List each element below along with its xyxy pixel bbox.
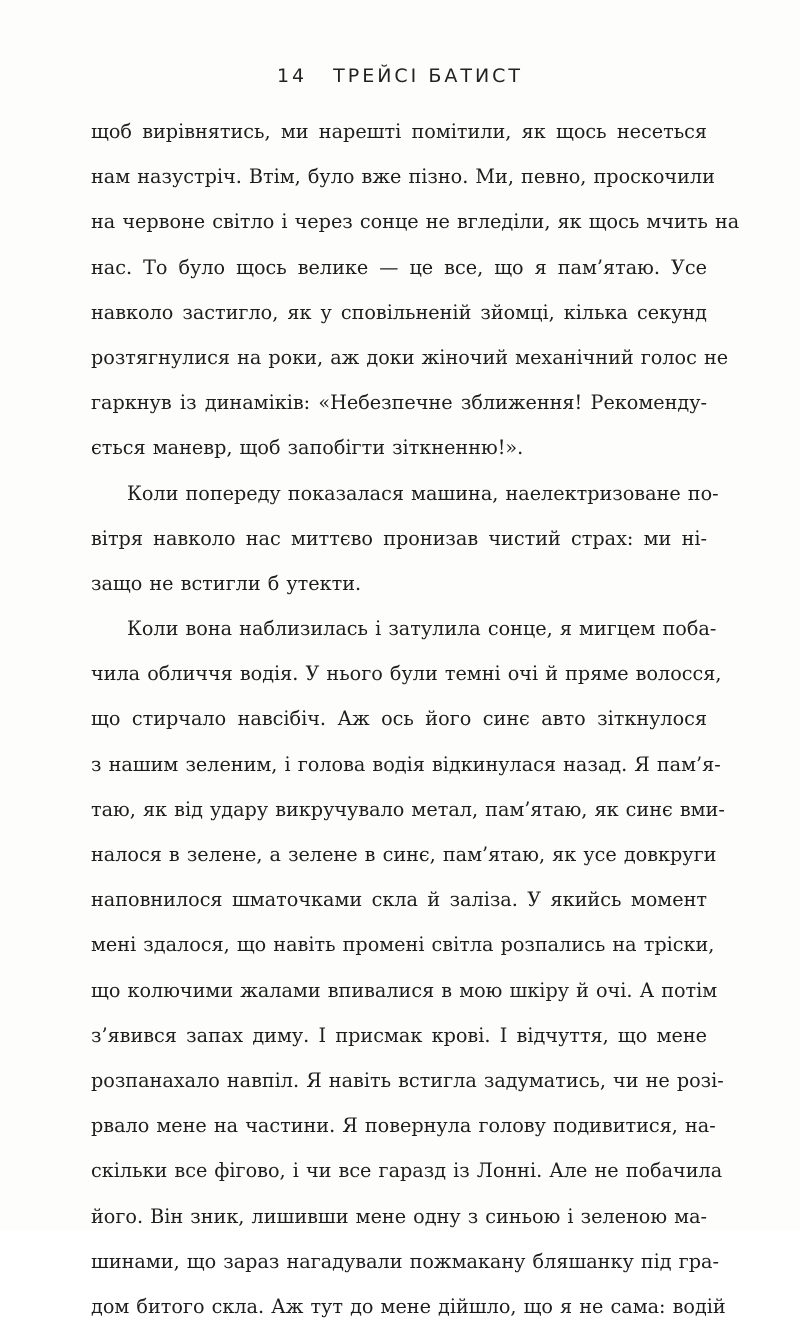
- text-line: мені здалося, що навіть промені світла розпались на тріски,: [91, 933, 715, 957]
- paragraph-1: [91, 109, 740, 471]
- text-line: нам назустріч. Втім, було вже пізно. Ми, певно, проскочили: [91, 165, 715, 189]
- text-line: щоб вирівнятись, ми нарешті помітили, як щось несеться: [91, 120, 707, 143]
- text-line: налося в зелене, а зелене в синє, пам’ятаю, як усе довкруги: [91, 843, 717, 866]
- text-line: дом битого скла. Аж тут до мене дійшло, що я не сама: водій: [91, 1294, 726, 1318]
- text-line: з’явився запах диму. І присмак крові. І відчуття, що мене: [91, 1023, 707, 1047]
- paragraph-3: [91, 606, 726, 1329]
- text-line: рвало мене на частини. Я повернула голову подивитися, на-: [91, 1114, 716, 1138]
- text-line: нас. То було щось велике — це все, що я пам’ятаю. Усе: [91, 255, 707, 279]
- running-header: [0, 60, 800, 92]
- text-line: защо не встигли б утекти.: [91, 571, 362, 595]
- text-line: ється маневр, щоб запобігти зіткненню!».: [91, 436, 524, 460]
- body-text: [91, 109, 740, 1329]
- text-line: чила обличчя водія. У нього були темні очі й пряме волосся,: [91, 662, 722, 686]
- text-line: розпанахало навпіл. Я навіть встигла задуматись, чи не розі-: [91, 1068, 724, 1092]
- text-line: розтягнулися на роки, аж доки жіночий механічний голос не: [91, 345, 729, 369]
- text-line: шинами, що зараз нагадували пожмакану бляшанку під гра-: [91, 1249, 719, 1273]
- text-line: таю, як від удару викручувало метал, пам’ятаю, як синє вми-: [91, 797, 725, 821]
- text-line: Коли попереду показалася машина, наелектризоване по-: [127, 481, 719, 505]
- author-name: ТРЕЙСІ БАТИСТ: [333, 65, 524, 87]
- text-line: що колючими жалами впивалися в мою шкіру й очі. А потім: [91, 978, 718, 1002]
- text-line: що стирчало навсібіч. Аж ось його синє авто зіткнулося: [91, 707, 707, 731]
- text-line: з нашим зеленим, і голова водія відкинулася назад. Я пам’я-: [91, 752, 721, 776]
- text-line: наповнилося шматочками скла й заліза. У якийсь момент: [91, 888, 707, 912]
- text-line: гаркнув із динаміків: «Небезпечне зближення! Рекоменду-: [91, 391, 707, 415]
- text-line: його. Він зник, лишивши мене одну з синьою і зеленою ма-: [91, 1204, 707, 1228]
- text-line: навколо застигло, як у сповільненій зйомці, кілька секунд: [91, 300, 707, 324]
- text-line: на червоне світло і через сонце не вгледіли, як щось мчить на: [91, 210, 740, 234]
- paragraph-2: [91, 471, 719, 607]
- page-number: 14: [276, 65, 308, 87]
- text-line: вітря навколо нас миттєво пронизав чистий страх: ми ні-: [91, 526, 707, 550]
- text-line: скільки все фігово, і чи все гаразд із Лонні. Але не побачила: [91, 1159, 723, 1183]
- text-line: Коли вона наблизилась і затулила сонце, я мигцем поба-: [127, 617, 717, 641]
